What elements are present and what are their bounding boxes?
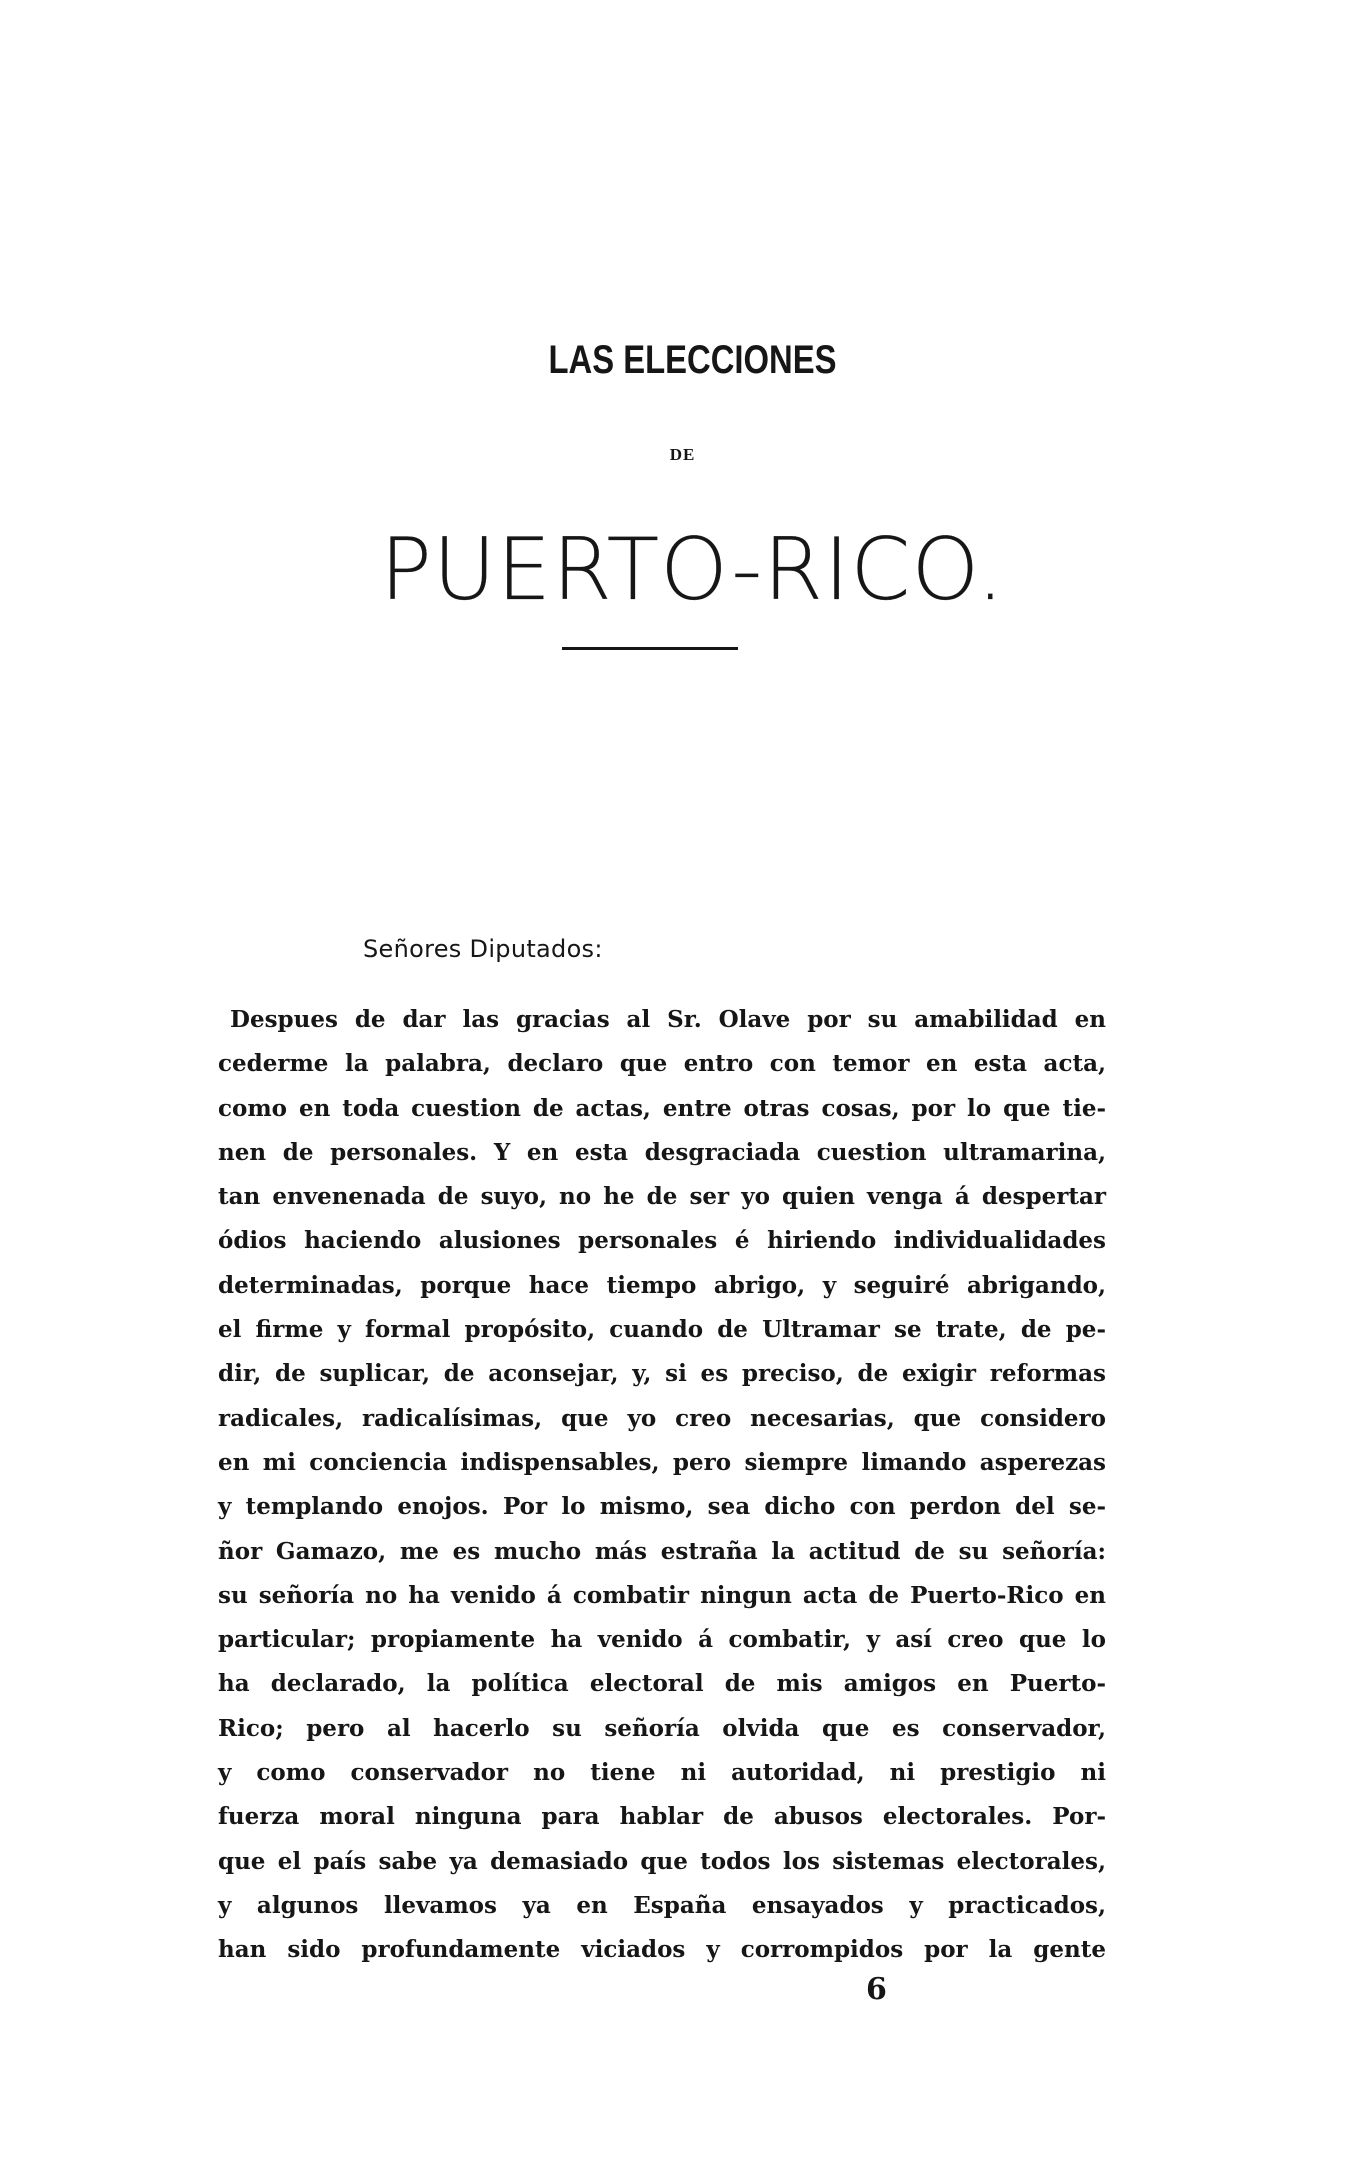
body-line: Rico; pero al hacerlo su señoría olvida que es conservador, [218, 1714, 1106, 1742]
body-line: ódios haciendo alusiones personales é hiriendo individualidades [218, 1227, 1106, 1255]
body-line: ñor Gamazo, me es mucho más estraña la actitud de su señoría: [218, 1537, 1106, 1565]
body-line: dir, de suplicar, de aconsejar, y, si es preciso, de exigir reformas [218, 1360, 1106, 1388]
body-line: han sido profundamente viciados y corrompidos por la gente [218, 1936, 1106, 1964]
title-line-3: PUERTO-RICO. [379, 520, 1005, 620]
body-line: tan envenenada de suyo, no he de ser yo quien venga á despertar [218, 1183, 1106, 1211]
body-line: nen de personales. Y en esta desgraciada cuestion ultramarina, [218, 1138, 1106, 1166]
body-line: y templando enojos. Por lo mismo, sea dicho con perdon del se- [218, 1493, 1106, 1521]
title-line-2: DE [669, 445, 696, 464]
body-line: como en toda cuestion de actas, entre otras cosas, por lo que tie- [218, 1094, 1106, 1122]
body-line: Despues de dar las gracias al Sr. Olave por su amabilidad en [230, 1006, 1106, 1033]
page-number: 6 [866, 1972, 887, 2007]
body-line: determinadas, porque hace tiempo abrigo, y seguiré abrigando, [218, 1271, 1106, 1299]
body-line: su señoría no ha venido á combatir ningun acta de Puerto-Rico en [218, 1581, 1106, 1609]
body-paragraph [218, 998, 1106, 1973]
body-line: ha declarado, la política electoral de mis amigos en Puerto- [218, 1670, 1106, 1698]
title-divider [562, 647, 738, 650]
body-line: que el país sabe ya demasiado que todos los sistemas electorales, [218, 1847, 1106, 1875]
body-line: particular; propiamente ha venido á combatir, y así creo que lo [218, 1626, 1106, 1654]
body-line: el firme y formal propósito, cuando de Ultramar se trate, de pe- [218, 1316, 1106, 1344]
body-line: en mi conciencia indispensables, pero siempre limando asperezas [218, 1448, 1106, 1476]
body-line: fuerza moral ninguna para hablar de abusos electorales. Por- [218, 1803, 1106, 1831]
body-line: y como conservador no tiene ni autoridad, ni prestigio ni [218, 1759, 1106, 1787]
body-line: radicales, radicalísimas, que yo creo necesarias, que considero [218, 1404, 1106, 1432]
body-line: y algunos llevamos ya en España ensayados y practicados, [218, 1891, 1106, 1919]
body-line: cederme la palabra, declaro que entro con temor en esta acta, [218, 1050, 1106, 1078]
salutation: Señores Diputados: [363, 935, 603, 963]
title-line-1: LAS ELECCIONES [548, 338, 837, 382]
